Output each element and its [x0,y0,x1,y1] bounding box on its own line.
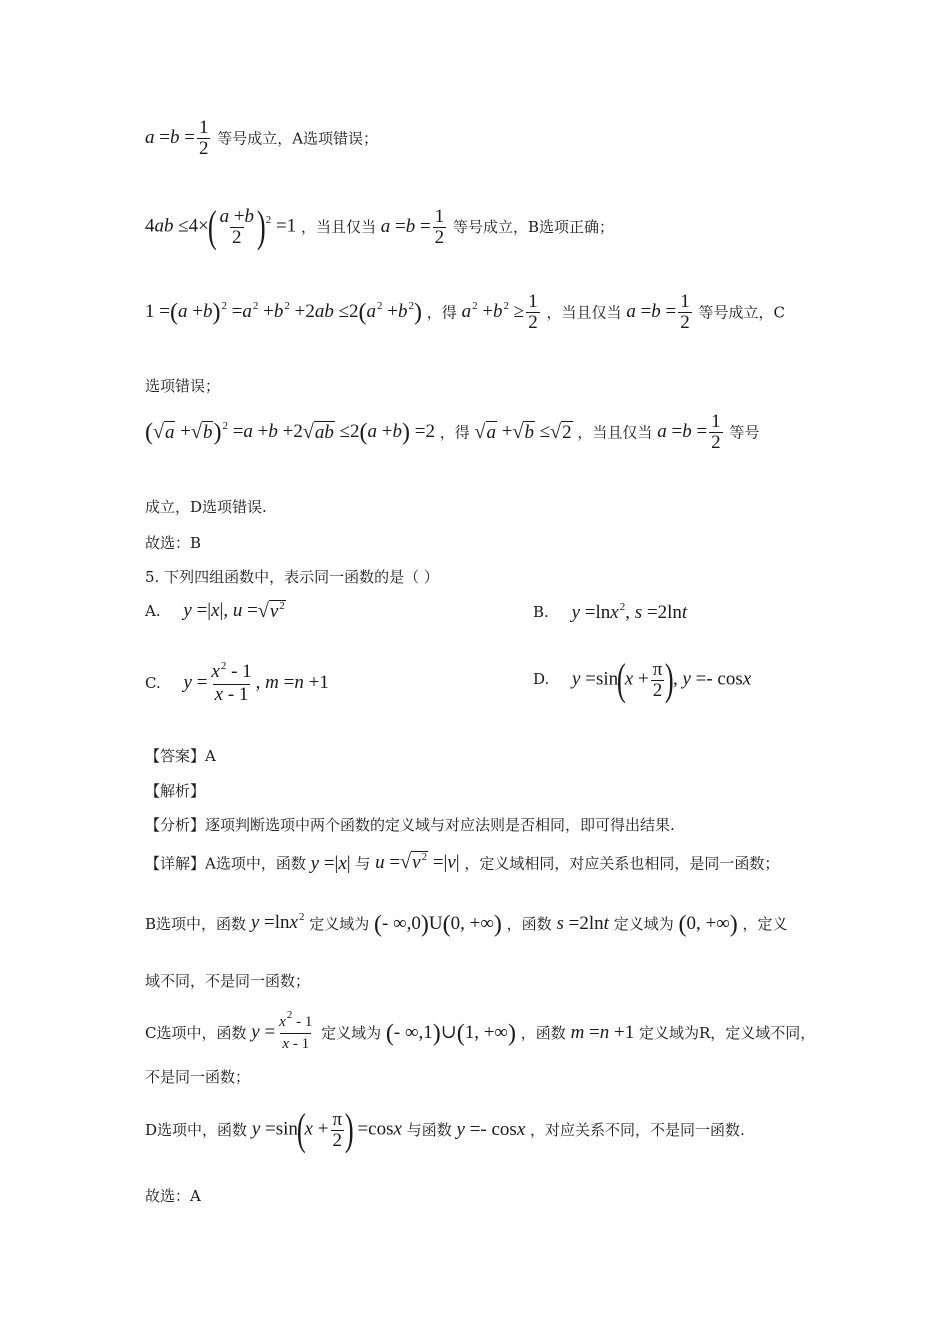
fenxi-line [145,814,675,835]
formula-4ab: 4ab ≤4×( $\frac{a +b}{2}$ )$^2$ =1 [145,202,297,251]
text: 等号成立，B选项正确； [452,218,614,236]
line-5 [145,412,759,453]
text: D选项中，函数 [145,1121,248,1139]
line-1 [145,118,378,159]
option-b [533,602,687,624]
text: 【答案】A [145,747,216,765]
formula-domain-c: (- ∞,1)∪(1, +∞) [385,1020,516,1047]
formula-y-abs-x: y =|x| [310,852,351,874]
text: ，定义 [742,915,788,933]
question-stem [145,566,439,587]
text: 等号 [729,423,760,442]
option-a [145,600,286,623]
option-a-formula: y =|x|, $u =√v^2$ [183,600,285,623]
line-4 [145,375,220,396]
option-label: A. [145,601,161,620]
option-label: C. [145,673,161,692]
formula-sum-square: $1 =(a +b)^2 =a^2 +b^2 +2ab \le 2(a^2 +b^2)$ [145,299,422,326]
text: 5. 下列四组函数中，表示同一函数的是（ ） [145,568,439,586]
text: ，得 [426,303,457,322]
line-7 [145,532,201,553]
detail-b-cont [145,970,310,991]
formula-root-sum: $(√a +√b)^2 =a +b +2√ab \le 2(a +b) =2$ [145,419,435,446]
text: ，当且仅当 [546,303,622,322]
text: 不是同一函数； [145,1068,251,1086]
option-d-formula: y =sin(x + $\frac{\pi}{2}$ ), y =- cosx [572,655,752,704]
formula-y-lnx2: y =lnx$^2$ [250,911,305,933]
line-3 [145,292,785,333]
formula-neg-cos: y =- cosx [456,1119,526,1140]
formula-a-eq-b-half: a =b = $\frac{1}{2}$ [145,117,209,159]
text: 定义域为 [309,915,370,933]
text: 定义域为 [613,915,674,933]
formula-domain-b2: (0, +∞) [678,911,738,938]
line-6 [145,496,267,517]
option-c [145,662,329,705]
text: ，函数 [520,1024,566,1042]
text: 定义域为R，定义域不同， [639,1024,816,1042]
detail-d [145,1105,745,1154]
formula-squares-ge-half: $a^2 +b^2$ ≥ $\frac{1}{2}$ [461,291,538,333]
text: 与 [355,854,371,873]
text: ，当且仅当 [300,218,376,236]
option-b-formula: y =lnx$^2$, s =2lnt [571,601,688,623]
text: 成立，D选项错误. [145,498,267,516]
text: 定义域为 [321,1024,382,1042]
text: 等号成立，A选项错误； [217,129,379,148]
text: ，得 [439,423,470,442]
text: ，函数 [506,915,552,933]
text: C选项中，函数 [145,1024,247,1042]
text: 【详解】A选项中，函数 [145,854,306,873]
text: 与函数 [406,1121,452,1139]
formula-s-2lnt: s =2lnt [556,913,609,934]
detail-c-cont [145,1066,250,1087]
text: B选项中，函数 [145,915,247,933]
answer-line [145,745,216,766]
formula-u-root: $u =√v^2 =|v|$ [375,851,460,873]
text: 域不同，不是同一函数； [145,972,311,990]
option-d [533,655,752,704]
option-c-formula: y = $\frac{x^2 - 1}{x - 1}$ , m =n +1 [183,660,329,705]
formula-root-ineq: √a +√b ≤√2 [474,420,572,444]
text: 选项错误； [145,377,221,395]
formula-a-eq-b-half: a =b = $\frac{1}{2}$ [657,411,721,453]
detail-a [145,852,779,875]
formula-y-frac: y = $\frac{x^2 - 1}{x - 1}$ [251,1009,313,1052]
text: 【解析】 [145,782,206,800]
text: 故选：A [145,1187,201,1205]
formula-domain-b1: (- ∞,0)U(0, +∞) [374,911,502,938]
detail-b [145,911,788,938]
formula-a-eq-b-half: a =b = $\frac{1}{2}$ [626,291,690,333]
text: 等号成立，C [698,303,786,322]
line-2 [145,202,614,251]
analysis-head [145,780,205,801]
text: 故选：B [145,534,202,552]
text: ，对应关系不同，不是同一函数. [530,1121,745,1139]
text: 【分析】逐项判断选项中两个函数的定义域与对应法则是否相同，即可得出结果. [145,816,675,834]
text: ，定义域相同，对应关系也相同，是同一函数； [464,854,780,873]
detail-c [145,1009,816,1054]
formula-m-n1: m =n +1 [570,1022,635,1043]
formula-sin-cos: y =sin(x + $\frac{\pi}{2}$ ) =cosx [251,1105,402,1154]
text: ，当且仅当 [577,423,653,442]
option-label: D. [533,670,550,688]
formula-a-eq-b-half: a =b = $\frac{1}{2}$ [380,205,445,248]
option-label: B. [533,603,549,621]
final-line [145,1185,201,1206]
